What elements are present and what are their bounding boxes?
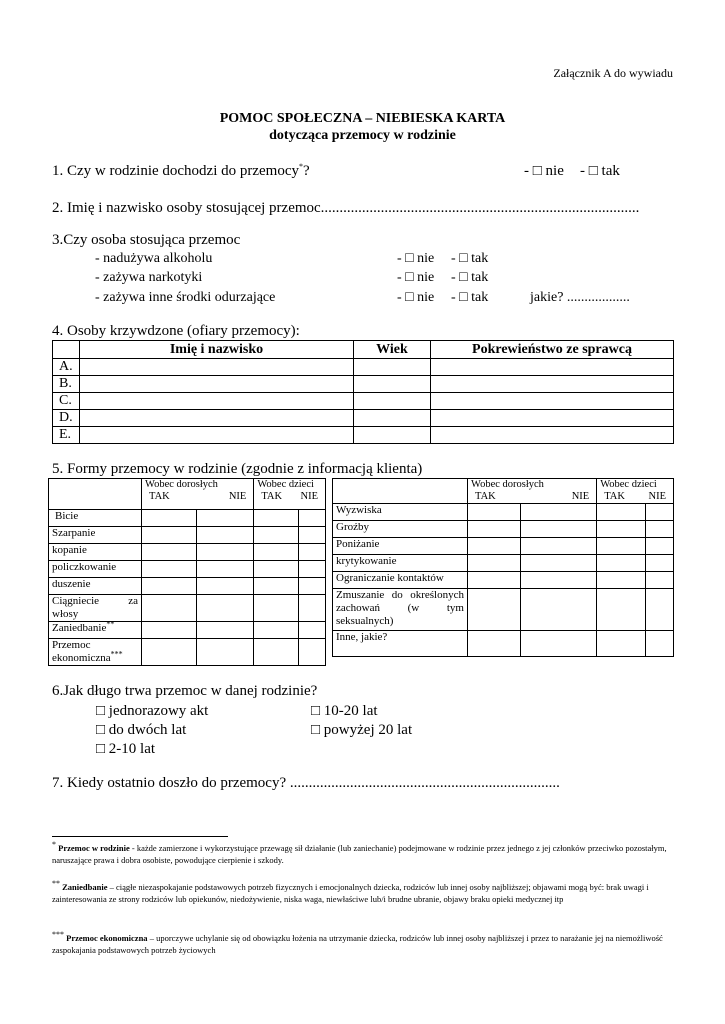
answer-cell[interactable] bbox=[142, 639, 197, 666]
question-1-text: 1. Czy w rodzinie dochodzi do przemocy bbox=[52, 163, 300, 179]
name-cell[interactable] bbox=[80, 410, 354, 427]
children-header-label: Wobec dzieci bbox=[257, 479, 314, 490]
answer-cell[interactable] bbox=[521, 504, 597, 521]
psychological-violence-table bbox=[332, 478, 674, 657]
table-row bbox=[49, 527, 326, 544]
children-header bbox=[597, 479, 674, 504]
victims-header-row bbox=[53, 341, 674, 359]
name-header: Imię i nazwisko bbox=[80, 341, 354, 359]
answer-cell[interactable] bbox=[646, 521, 674, 538]
answer-cell[interactable] bbox=[299, 527, 326, 544]
footnote-mark: *** bbox=[110, 649, 123, 659]
answer-cell[interactable] bbox=[299, 578, 326, 595]
answer-cell[interactable] bbox=[254, 510, 299, 527]
drugs-no-checkbox[interactable]: - □ nie bbox=[397, 270, 435, 285]
footnote-mark: *** bbox=[52, 930, 64, 940]
table-row bbox=[333, 538, 674, 555]
table-row bbox=[49, 510, 326, 527]
footnote-term: Przemoc w rodzinie bbox=[58, 843, 130, 853]
footnote-mark: * bbox=[52, 840, 56, 850]
table-row bbox=[333, 589, 674, 631]
answer-cell[interactable] bbox=[597, 538, 646, 555]
question-7[interactable]: 7. Kiedy ostatnio doszło do przemocy? ........................................................................ bbox=[52, 775, 560, 791]
footnote-term: Zaniedbanie bbox=[62, 882, 108, 892]
answer-cell[interactable] bbox=[254, 527, 299, 544]
up-to-two-years-checkbox[interactable]: □ do dwóch lat bbox=[96, 722, 187, 738]
two-to-ten-years-checkbox[interactable]: □ 2-10 lat bbox=[96, 741, 156, 757]
form-label: Szarpanie bbox=[49, 527, 142, 544]
victims-table bbox=[52, 340, 674, 444]
one-time-checkbox[interactable]: □ jednorazowy akt bbox=[96, 703, 209, 719]
children-header-label: Wobec dzieci bbox=[600, 479, 657, 490]
answer-cell[interactable] bbox=[521, 572, 597, 589]
adults-header-label: Wobec dorosłych bbox=[145, 479, 218, 490]
answer-cell[interactable] bbox=[646, 631, 674, 657]
question-1-yes-checkbox[interactable]: - □ tak bbox=[580, 163, 620, 179]
age-cell[interactable] bbox=[354, 376, 431, 393]
answer-cell[interactable] bbox=[468, 555, 521, 572]
answer-cell[interactable] bbox=[646, 504, 674, 521]
age-cell[interactable] bbox=[354, 427, 431, 444]
relation-header: Pokrewieństwo ze sprawcą bbox=[431, 341, 674, 359]
row-label: D. bbox=[53, 410, 80, 427]
answer-cell[interactable] bbox=[597, 521, 646, 538]
form-title: POMOC SPOŁECZNA – NIEBIESKA KARTA bbox=[219, 111, 506, 126]
answer-cell[interactable] bbox=[142, 527, 197, 544]
answer-cell[interactable] bbox=[468, 521, 521, 538]
answer-cell[interactable] bbox=[299, 639, 326, 666]
question-mark: ? bbox=[303, 163, 310, 179]
ten-to-twenty-years-checkbox[interactable]: □ 10-20 lat bbox=[311, 703, 378, 719]
no-header: NIE bbox=[648, 491, 666, 502]
form-label: Ciągniecie za włosy bbox=[49, 595, 142, 622]
answer-cell[interactable] bbox=[197, 578, 254, 595]
footnote-text: – uporczywe uchylanie się od obowiązku łożenia na utrzymanie dziecka, rodziców lub innej osoby najbliższej i przez to narażanie jej na niemożliwość zaspokajania podstawowych potrzeb życiowych bbox=[52, 933, 663, 955]
answer-cell[interactable] bbox=[597, 589, 646, 631]
row-label: A. bbox=[53, 359, 80, 376]
footnote-text: - każde zamierzone i wykorzystujące przewagę sił działanie (lub zaniechanie) podejmowane w rodzinie przez jednego z jej członków przeciwko pozostałym, naruszające prawa i dobra osobiste, powodujące cierpienie i szkody. bbox=[52, 843, 667, 865]
name-cell[interactable] bbox=[80, 427, 354, 444]
answer-cell[interactable] bbox=[646, 538, 674, 555]
table-row bbox=[333, 555, 674, 572]
question-1-no-checkbox[interactable]: - □ nie bbox=[524, 163, 564, 179]
row-label: E. bbox=[53, 427, 80, 444]
question-1 bbox=[52, 163, 310, 180]
answer-cell[interactable] bbox=[254, 622, 299, 639]
form-label: Ograniczanie kontaktów bbox=[333, 572, 468, 589]
footnote-1 bbox=[52, 842, 674, 866]
question-3: 3.Czy osoba stosująca przemoc bbox=[52, 232, 241, 248]
footnote-3 bbox=[52, 932, 674, 956]
question-6: 6.Jak długo trwa przemoc w danej rodzinie? bbox=[52, 683, 318, 699]
form-label: Zmuszanie do określonych zachowań (w tym seksualnych) bbox=[333, 589, 468, 631]
physical-violence-table bbox=[48, 478, 326, 666]
which-substances-field[interactable]: jakie? .................. bbox=[530, 290, 630, 305]
answer-cell[interactable] bbox=[646, 589, 674, 631]
age-cell[interactable] bbox=[354, 359, 431, 376]
answer-cell[interactable] bbox=[197, 622, 254, 639]
table-row bbox=[49, 561, 326, 578]
answer-cell[interactable] bbox=[597, 572, 646, 589]
footnote-mark: ** bbox=[106, 619, 115, 629]
no-header: NIE bbox=[571, 491, 590, 502]
adults-header bbox=[142, 479, 254, 510]
table-row bbox=[53, 410, 674, 427]
name-cell[interactable] bbox=[80, 393, 354, 410]
answer-cell[interactable] bbox=[468, 589, 521, 631]
form-label: Przemoc ekonomiczna*** bbox=[49, 639, 142, 666]
answer-cell[interactable] bbox=[299, 622, 326, 639]
answer-cell[interactable] bbox=[597, 631, 646, 657]
table-row bbox=[53, 376, 674, 393]
footnote-2 bbox=[52, 881, 674, 905]
age-cell[interactable] bbox=[354, 410, 431, 427]
answer-cell[interactable] bbox=[197, 527, 254, 544]
age-cell[interactable] bbox=[354, 393, 431, 410]
answer-cell[interactable] bbox=[142, 622, 197, 639]
form-label: Wyzwiska bbox=[333, 504, 468, 521]
answer-cell[interactable] bbox=[142, 578, 197, 595]
table-row bbox=[49, 544, 326, 561]
answer-cell[interactable] bbox=[468, 631, 521, 657]
form-label: Zaniedbanie** bbox=[49, 622, 142, 639]
answer-cell[interactable] bbox=[197, 544, 254, 561]
relation-cell[interactable] bbox=[431, 427, 674, 444]
footnote-mark: ** bbox=[52, 879, 60, 889]
drugs-yes-checkbox[interactable]: - □ tak bbox=[451, 270, 489, 285]
relation-cell[interactable] bbox=[431, 359, 674, 376]
answer-cell[interactable] bbox=[646, 555, 674, 572]
form-label: duszenie bbox=[49, 578, 142, 595]
footnote-term: Przemoc ekonomiczna bbox=[66, 933, 148, 943]
alcohol-no-checkbox[interactable]: - □ nie bbox=[397, 251, 435, 266]
form-label: Inne, jakie? bbox=[333, 631, 468, 657]
answer-cell[interactable] bbox=[197, 595, 254, 622]
answer-cell[interactable] bbox=[521, 631, 597, 657]
answer-cell[interactable] bbox=[142, 510, 197, 527]
alcohol-yes-checkbox[interactable]: - □ tak bbox=[451, 251, 489, 266]
answer-cell[interactable] bbox=[254, 561, 299, 578]
answer-cell[interactable] bbox=[254, 639, 299, 666]
answer-cell[interactable] bbox=[597, 555, 646, 572]
footnote-mark: * bbox=[299, 162, 304, 171]
forms-header-row bbox=[49, 479, 326, 510]
over-twenty-years-checkbox[interactable]: □ powyżej 20 lat bbox=[311, 722, 413, 738]
question-2[interactable]: 2. Imię i nazwisko osoby stosującej przemoc..................................................................................... bbox=[52, 200, 640, 216]
form-label: Bicie bbox=[49, 510, 142, 527]
answer-cell[interactable] bbox=[521, 589, 597, 631]
relation-cell[interactable] bbox=[431, 410, 674, 427]
no-header: NIE bbox=[228, 491, 247, 502]
answer-cell[interactable] bbox=[299, 510, 326, 527]
answer-cell[interactable] bbox=[299, 561, 326, 578]
yes-header: TAK bbox=[475, 491, 496, 502]
answer-cell[interactable] bbox=[142, 595, 197, 622]
children-header bbox=[254, 479, 326, 510]
table-row bbox=[49, 578, 326, 595]
table-row bbox=[53, 359, 674, 376]
table-row bbox=[53, 393, 674, 410]
yes-header: TAK bbox=[604, 491, 625, 502]
no-header: NIE bbox=[300, 491, 318, 502]
row-label: B. bbox=[53, 376, 80, 393]
form-label: krytykowanie bbox=[333, 555, 468, 572]
answer-cell[interactable] bbox=[646, 572, 674, 589]
answer-cell[interactable] bbox=[521, 538, 597, 555]
annex-label: Załącznik A do wywiadu bbox=[553, 66, 673, 80]
answer-cell[interactable] bbox=[597, 504, 646, 521]
age-header: Wiek bbox=[354, 341, 431, 359]
answer-cell[interactable] bbox=[197, 510, 254, 527]
other-no-checkbox[interactable]: - □ nie bbox=[397, 290, 435, 305]
answer-cell[interactable] bbox=[254, 578, 299, 595]
form-label: kopanie bbox=[49, 544, 142, 561]
answer-cell[interactable] bbox=[299, 595, 326, 622]
answer-cell[interactable] bbox=[254, 595, 299, 622]
answer-cell[interactable] bbox=[254, 544, 299, 561]
answer-cell[interactable] bbox=[197, 639, 254, 666]
form-subtitle: dotycząca przemocy w rodzinie bbox=[269, 128, 456, 143]
answer-cell[interactable] bbox=[468, 538, 521, 555]
form-label: policzkowanie bbox=[49, 561, 142, 578]
name-cell[interactable] bbox=[80, 376, 354, 393]
yes-header: TAK bbox=[261, 491, 283, 502]
relation-cell[interactable] bbox=[431, 376, 674, 393]
row-label: C. bbox=[53, 393, 80, 410]
relation-cell[interactable] bbox=[431, 393, 674, 410]
answer-cell[interactable] bbox=[197, 561, 254, 578]
name-cell[interactable] bbox=[80, 359, 354, 376]
table-row bbox=[49, 622, 326, 639]
footnote-divider bbox=[52, 836, 228, 837]
footnote-text: – ciągłe niezaspokajanie podstawowych potrzeb fizycznych i emocjonalnych dziecka, rodziców lub innej osoby najbliższej; objawami mogą być: brak uwagi i zainteresowania ze strony rodziców lub opiekunów, niedożywienie, niska waga, niewłaściwe lub/i brudne ubranie, objawy braku opieki medycznej itp bbox=[52, 882, 649, 904]
form-label: Poniżanie bbox=[333, 538, 468, 555]
table-row bbox=[333, 631, 674, 657]
row-label-header bbox=[53, 341, 80, 359]
table-row bbox=[333, 572, 674, 589]
table-row bbox=[49, 595, 326, 622]
answer-cell[interactable] bbox=[521, 521, 597, 538]
answer-cell[interactable] bbox=[468, 504, 521, 521]
form-label: Groźby bbox=[333, 521, 468, 538]
answer-cell[interactable] bbox=[468, 572, 521, 589]
table-row bbox=[333, 521, 674, 538]
question-4: 4. Osoby krzywdzone (ofiary przemocy): bbox=[52, 323, 300, 339]
answer-cell[interactable] bbox=[142, 544, 197, 561]
question-5: 5. Formy przemocy w rodzinie (zgodnie z informacją klienta) bbox=[52, 461, 423, 477]
adults-header-label: Wobec dorosłych bbox=[471, 479, 544, 490]
answer-cell[interactable] bbox=[299, 544, 326, 561]
alcohol-label: - nadużywa alkoholu bbox=[95, 251, 213, 266]
table-row bbox=[49, 639, 326, 666]
other-substances-label: - zażywa inne środki odurzające bbox=[95, 290, 276, 305]
table-row bbox=[333, 504, 674, 521]
yes-header: TAK bbox=[149, 491, 170, 502]
answer-cell[interactable] bbox=[142, 561, 197, 578]
forms-header-row bbox=[333, 479, 674, 504]
adults-header bbox=[468, 479, 597, 504]
drugs-label: - zażywa narkotyki bbox=[95, 270, 203, 285]
other-yes-checkbox[interactable]: - □ tak bbox=[451, 290, 489, 305]
table-row bbox=[53, 427, 674, 444]
answer-cell[interactable] bbox=[521, 555, 597, 572]
